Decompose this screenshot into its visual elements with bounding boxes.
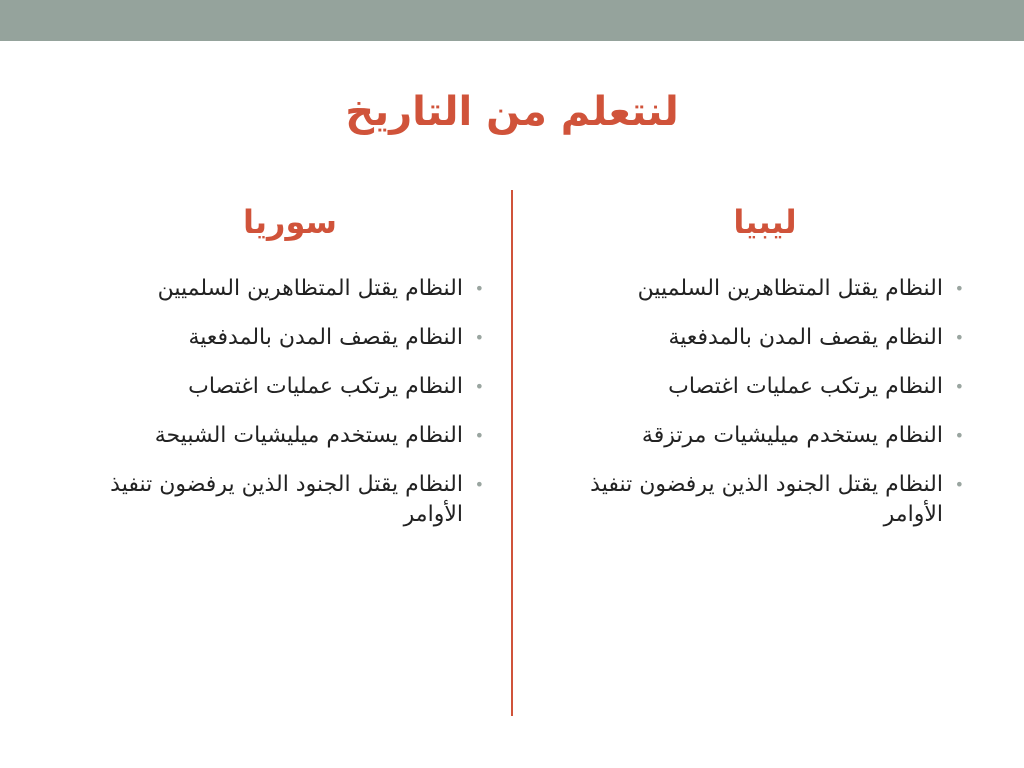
column-header-libya: ليبيا: [733, 203, 797, 241]
list-item: [560, 274, 970, 304]
bullet-icon: •: [954, 328, 964, 347]
list-item-text: النظام يقصف المدن بالمدفعية: [668, 325, 943, 350]
list-item-text: النظام يقتل المتظاهرين السلميين: [637, 276, 943, 301]
top-bar: [0, 0, 1024, 41]
list-item-text: النظام يستخدم ميليشيات الشبيحة: [154, 423, 463, 448]
bullet-icon: •: [954, 426, 964, 445]
list-item: [560, 470, 970, 530]
slide-title: لنتعلم من التاريخ: [345, 89, 679, 135]
bullet-icon: •: [954, 377, 964, 396]
bullet-icon: •: [474, 426, 484, 445]
bullet-icon: •: [474, 475, 484, 494]
list-item: [560, 323, 970, 353]
list-item-text: النظام يقصف المدن بالمدفعية: [188, 325, 463, 350]
bullet-icon: •: [474, 377, 484, 396]
bullet-icon: •: [474, 328, 484, 347]
list-item-text: النظام يرتكب عمليات اغتصاب: [668, 374, 943, 399]
list-item: [560, 421, 970, 451]
list-item: [90, 274, 490, 304]
list-item: [90, 323, 490, 353]
column-syria: [90, 200, 490, 549]
list-item: [560, 372, 970, 402]
bullet-icon: •: [954, 475, 964, 494]
bullet-icon: •: [954, 279, 964, 298]
list-item-text: النظام يقتل الجنود الذين يرفضون تنفيذ الأوامر: [110, 472, 463, 527]
column-header-syria: سوريا: [243, 203, 337, 241]
list-item-text: النظام يقتل المتظاهرين السلميين: [157, 276, 463, 301]
column-divider: [511, 190, 513, 716]
list-item: [90, 470, 490, 530]
bullet-list-syria: [90, 274, 490, 530]
list-item-text: النظام يستخدم ميليشيات مرتزقة: [641, 423, 943, 448]
list-item: [90, 421, 490, 451]
list-item-text: النظام يقتل الجنود الذين يرفضون تنفيذ الأوامر: [590, 472, 943, 527]
bullet-list-libya: [560, 274, 970, 530]
bullet-icon: •: [474, 279, 484, 298]
list-item: [90, 372, 490, 402]
column-libya: [560, 200, 970, 549]
list-item-text: النظام يرتكب عمليات اغتصاب: [188, 374, 463, 399]
